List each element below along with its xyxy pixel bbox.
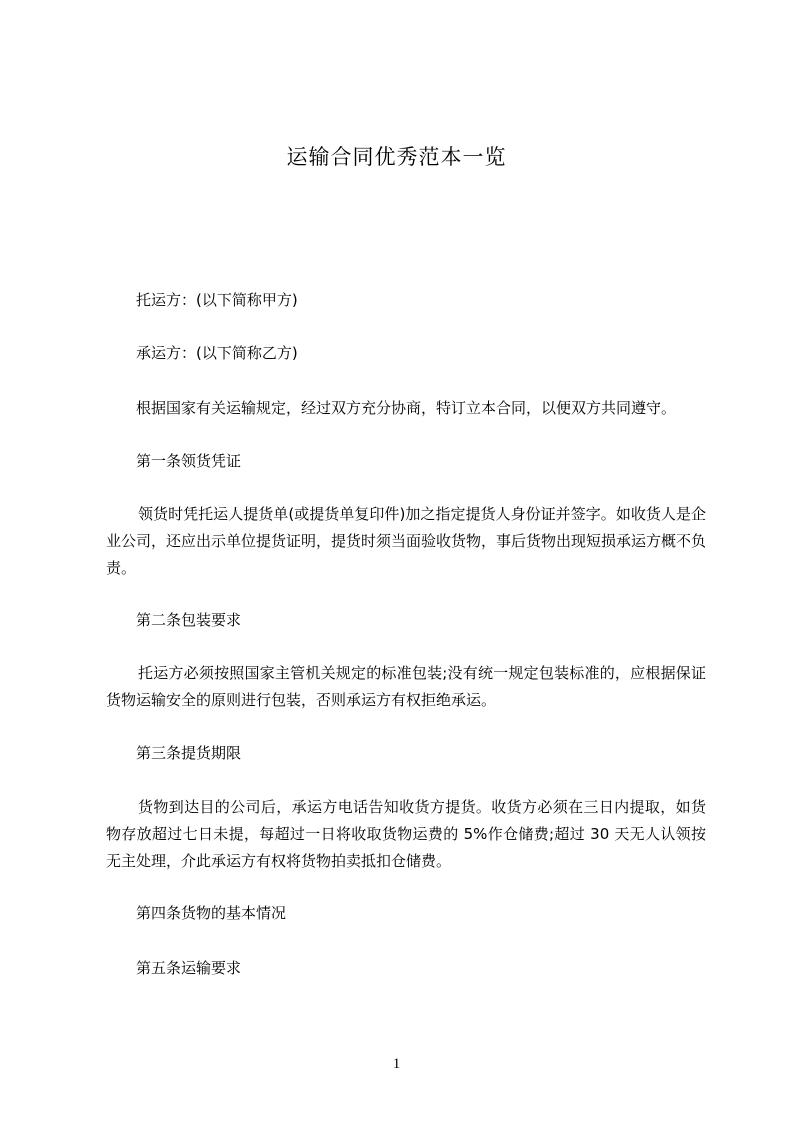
article5-heading: 第五条运输要求 (136, 959, 242, 977)
article4-heading: 第四条货物的基本情况 (136, 904, 287, 922)
document-title: 运输合同优秀范本一览 (286, 145, 507, 169)
article3-body: 货物到达目的公司后，承运方电话告知收货方提货。收货方必须在三日内提取，如货物存放超过七日未提，每超过一日将收取货物运费的 5%作仓储费;超过 30 天无人认领按无主处理，介此承运方有权将货物拍卖抵扣仓储费。 (106, 798, 706, 870)
carrier-line: 承运方：(以下简称乙方) (136, 344, 298, 362)
article2-body: 托运方必须按照国家主管机关规定的标准包装;没有统一规定包装标准的，应根据保证货物运输安全的原则进行包装，否则承运方有权拒绝承运。 (106, 664, 706, 709)
article2-heading: 第二条包装要求 (136, 611, 242, 629)
article1-body: 领货时凭托运人提货单(或提货单复印件)加之指定提货人身份证并签字。如收货人是企业公司，还应出示单位提货证明，提货时须当面验收货物，事后货物出现短损承运方概不负责。 (106, 505, 707, 577)
intro-paragraph: 根据国家有关运输规定，经过双方充分协商，特订立本合同，以便双方共同遵守。 (136, 399, 677, 417)
article1-heading: 第一条领货凭证 (136, 452, 242, 470)
page-number: 1 (392, 1056, 401, 1072)
article3-heading: 第三条提货期限 (136, 744, 242, 762)
shipper-line: 托运方：(以下简称甲方) (136, 291, 298, 309)
